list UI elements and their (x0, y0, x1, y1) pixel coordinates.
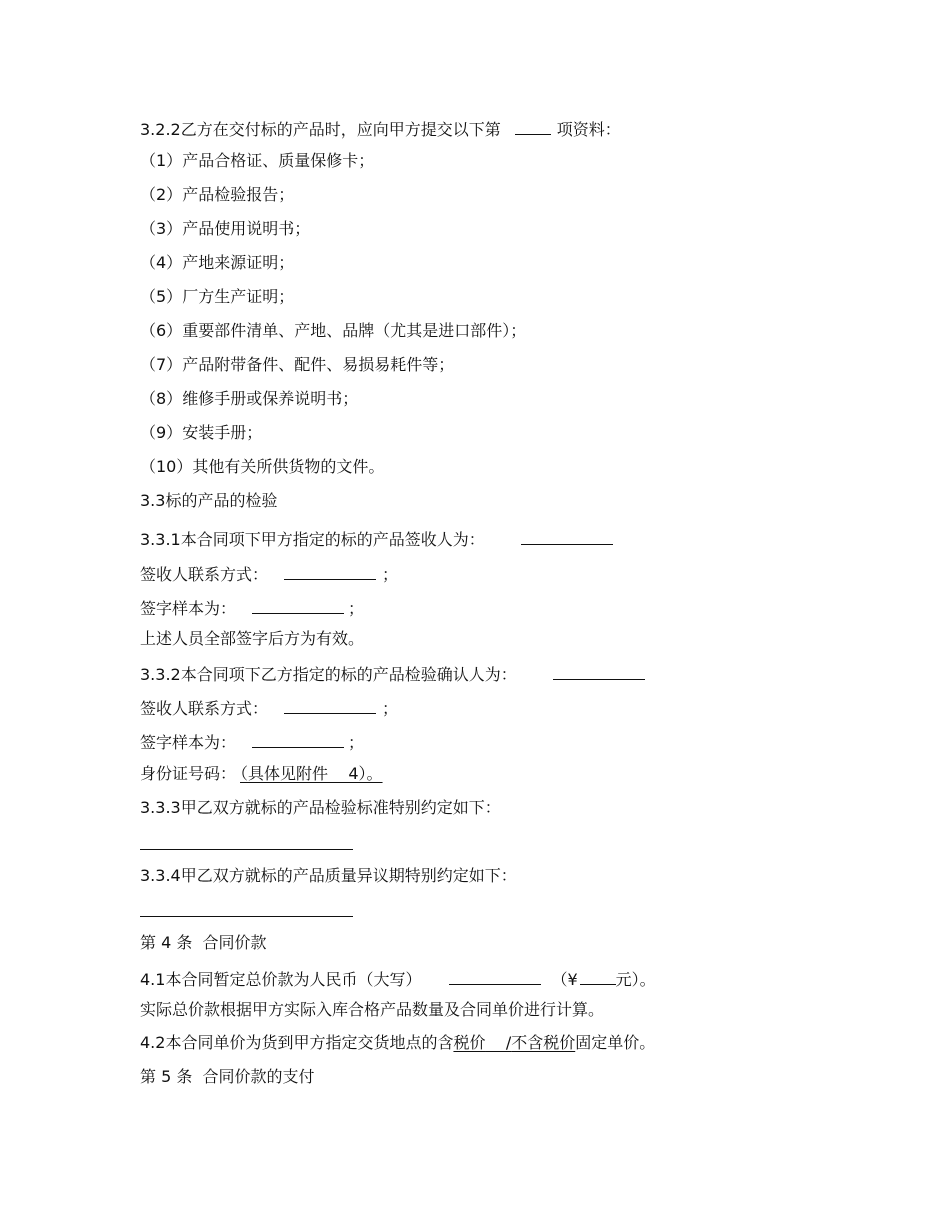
list-item-number: （8） (140, 389, 183, 408)
clause-4-2-text-end: 固定单价。 (575, 1033, 656, 1052)
list-item-text: 产品使用说明书； (182, 219, 311, 238)
total-price-number-blank[interactable] (580, 967, 616, 985)
list-item (140, 185, 294, 205)
list-item (140, 355, 454, 375)
list-item (140, 457, 384, 477)
clause-3-3-1-text: 3.3.1本合同项下甲方指定的标的产品签收人为： (140, 530, 485, 549)
list-item-text: 其他有关所供货物的文件。 (192, 457, 385, 476)
section-3-3-title: 3.3标的产品的检验 (140, 491, 278, 510)
clause-4-2 (140, 1033, 655, 1053)
receiver-contact-label: 签收人联系方式： (140, 565, 269, 584)
clause-3-2-2-text: 3.2.2乙方在交付标的产品时，应向甲方提交以下第 (140, 120, 501, 139)
signature-sample-blank[interactable] (252, 596, 344, 614)
list-item-text: 产品合格证、质量保修卡； (182, 151, 375, 170)
list-item (140, 389, 358, 409)
list-item-number: （2） (140, 185, 183, 204)
clause-3-2-2-blank[interactable] (515, 117, 551, 135)
id-number-value: （具体见附件 4）。 (240, 764, 383, 783)
valid-note: 上述人员全部签字后方为有效。 (140, 629, 365, 648)
option-separator: / (485, 1033, 512, 1052)
inspector-contact-line (140, 696, 398, 719)
punctuation: ； (382, 699, 399, 718)
list-item-number: （4） (140, 253, 183, 272)
clause-3-3-2 (140, 662, 645, 685)
list-item-number: （9） (140, 423, 183, 442)
punctuation: ； (348, 733, 365, 752)
clause-4-2-text: 4.2本合同单价为货到甲方指定交货地点的含 (140, 1033, 454, 1052)
inspector-signature-label: 签字样本为： (140, 733, 237, 752)
list-item-number: （3） (140, 219, 183, 238)
punctuation: ； (382, 565, 399, 584)
clause-4-1-text: 4.1本合同暂定总价款为人民币（大写） (140, 970, 422, 989)
price-paren-open: （¥ (551, 970, 578, 989)
list-item (140, 287, 294, 307)
punctuation: ； (348, 599, 365, 618)
clause-3-2-2 (140, 117, 621, 140)
total-price-words-blank[interactable] (449, 967, 541, 985)
article-5-title: 第 5 条 合同价款的支付 (140, 1067, 315, 1086)
receiver-contact-line (140, 562, 398, 585)
inspector-name-blank[interactable] (553, 662, 645, 680)
list-item (140, 321, 526, 341)
list-item-text: 产地来源证明； (182, 253, 295, 272)
article-4-title: 第 4 条 合同价款 (140, 933, 267, 952)
signature-sample-line (140, 596, 364, 619)
list-item (140, 253, 294, 273)
clause-3-3-1 (140, 527, 613, 550)
list-item-number: （7） (140, 355, 183, 374)
inspector-contact-label: 签收人联系方式： (140, 699, 269, 718)
id-number-line (140, 764, 383, 784)
receiver-contact-blank[interactable] (284, 562, 376, 580)
actual-price-note: 实际总价款根据甲方实际入库合格产品数量及合同单价进行计算。 (140, 1000, 605, 1019)
list-item-number: （10） (140, 457, 193, 476)
list-item-text: 安装手册； (182, 423, 263, 442)
clause-3-3-4: 3.3.4甲乙双方就标的产品质量异议期特别约定如下： (140, 866, 517, 885)
clause-3-2-2-text-end: 项资料： (556, 120, 621, 139)
list-item-text: 产品检验报告； (182, 185, 295, 204)
receiver-name-blank[interactable] (521, 527, 613, 545)
list-item-number: （6） (140, 321, 183, 340)
list-item-text: 重要部件清单、产地、品牌（尤其是进口部件）； (182, 321, 527, 340)
clause-3-3-3-blank[interactable] (140, 849, 353, 850)
inspector-signature-line (140, 730, 364, 753)
list-item-text: 厂方生产证明； (182, 287, 295, 306)
clause-3-3-4-blank[interactable] (140, 916, 353, 917)
price-paren-close: 元）。 (615, 970, 656, 989)
inspector-contact-blank[interactable] (284, 696, 376, 714)
clause-3-3-3: 3.3.3甲乙双方就标的产品检验标准特别约定如下： (140, 798, 501, 817)
tax-included-option[interactable]: 税价 (453, 1033, 486, 1052)
inspector-signature-blank[interactable] (252, 730, 344, 748)
list-item (140, 151, 374, 171)
signature-sample-label: 签字样本为： (140, 599, 237, 618)
list-item (140, 219, 310, 239)
list-item-text: 产品附带备件、配件、易损易耗件等； (182, 355, 455, 374)
list-item-text: 维修手册或保养说明书； (182, 389, 359, 408)
id-number-label: 身份证号码： (140, 764, 237, 783)
clause-4-1 (140, 967, 656, 990)
tax-excluded-option[interactable]: 不含税价 (511, 1033, 576, 1052)
list-item-number: （5） (140, 287, 183, 306)
list-item-number: （1） (140, 151, 183, 170)
list-item (140, 423, 262, 443)
clause-3-3-2-text: 3.3.2本合同项下乙方指定的标的产品检验确认人为： (140, 665, 517, 684)
